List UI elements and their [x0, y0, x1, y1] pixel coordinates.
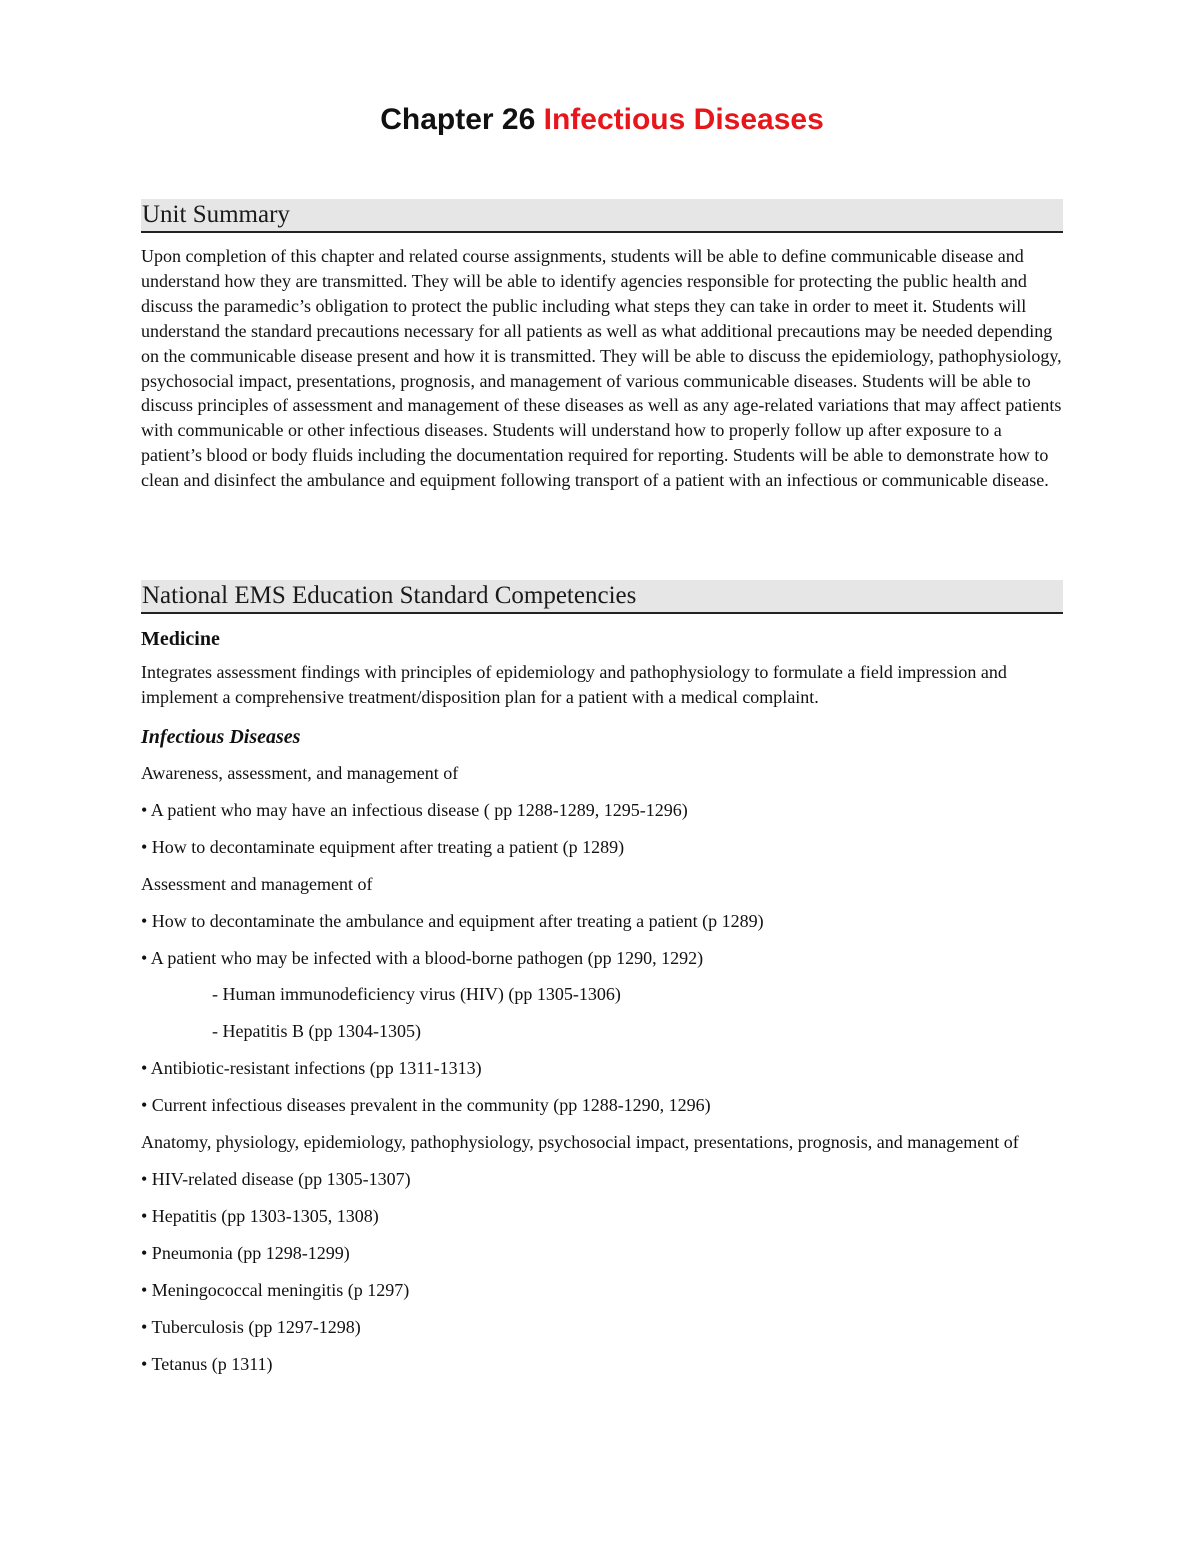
list-item: • Meningococcal meningitis (p 1297) — [141, 1279, 410, 1300]
list-item: • A patient who may be infected with a blood-borne pathogen (pp 1290, 1292) — [141, 947, 704, 968]
medicine-text: Integrates assessment findings with principles of epidemiology and pathophysiology to formulate a field impression and implement a comprehensive treatment/disposition plan for a patient with a medical complaint. — [141, 662, 1007, 707]
competencies-content — [141, 622, 1063, 1383]
competencies-heading: National EMS Education Standard Competencies — [142, 582, 637, 609]
anatomy-label: Anatomy, physiology, epidemiology, pathophysiology, psychosocial impact, presentations, prognosis, and management of — [141, 1132, 1019, 1153]
list-item: • Pneumonia (pp 1298-1299) — [141, 1242, 350, 1263]
list-item: • Tuberculosis (pp 1297-1298) — [141, 1316, 361, 1337]
sub-list-item: - Hepatitis B (pp 1304-1305) — [212, 1021, 421, 1042]
list-item: • HIV-related disease (pp 1305-1307) — [141, 1169, 411, 1190]
list-item: • Hepatitis (pp 1303-1305, 1308) — [141, 1205, 379, 1226]
chapter-title — [141, 100, 1063, 140]
infectious-diseases-heading: Infectious Diseases — [141, 726, 301, 748]
list-item: • Current infectious diseases prevalent in the community (pp 1288-1290, 1296) — [141, 1095, 711, 1116]
awareness-label: Awareness, assessment, and management of — [141, 763, 459, 783]
unit-summary-heading: Unit Summary — [142, 201, 290, 228]
chapter-name: Infectious Diseases — [543, 103, 824, 136]
medicine-heading: Medicine — [141, 628, 220, 650]
list-item: • How to decontaminate the ambulance and equipment after treating a patient (p 1289) — [141, 910, 764, 931]
list-item: • A patient who may have an infectious disease ( pp 1288-1289, 1295-1296) — [141, 799, 688, 820]
list-item: • Antibiotic-resistant infections (pp 1311-1313) — [141, 1058, 482, 1079]
unit-summary-text: Upon completion of this chapter and related course assignments, students will be able to define communicable disease and understand how they are transmitted. They will be able to identify agencies responsible for protecting the public health and discuss the paramedic’s obligation to protect the public including what steps they can take in order to meet it. Students will understand the standard precautions necessary for all patients as well as what additional precautions may be needed depending on the communicable disease present and how it is transmitted. They will be able to discuss the epidemiology, pathophysiology, psychosocial impact, presentations, prognosis, and management of various communicable diseases. Students will be able to discuss principles of assessment and management of these diseases as well as any age-related variations that may affect patients with communicable or other infectious diseases. Students will understand how to properly follow up after exposure to a patient’s blood or body fluids including the documentation required for reporting. Students will be able to demonstrate how to clean and disinfect the ambulance and equipment following transport of a patient with an infectious or communicable disease. — [141, 246, 1062, 491]
sub-list-item: - Human immunodeficiency virus (HIV) (pp 1305-1306) — [212, 984, 621, 1005]
assessment-label: Assessment and management of — [141, 873, 373, 894]
unit-summary-bar — [141, 199, 1063, 233]
list-item: • Tetanus (p 1311) — [141, 1353, 273, 1374]
chapter-number: Chapter 26 — [380, 103, 536, 136]
competencies-bar — [141, 580, 1063, 614]
list-item: • How to decontaminate equipment after treating a patient (p 1289) — [141, 836, 625, 857]
